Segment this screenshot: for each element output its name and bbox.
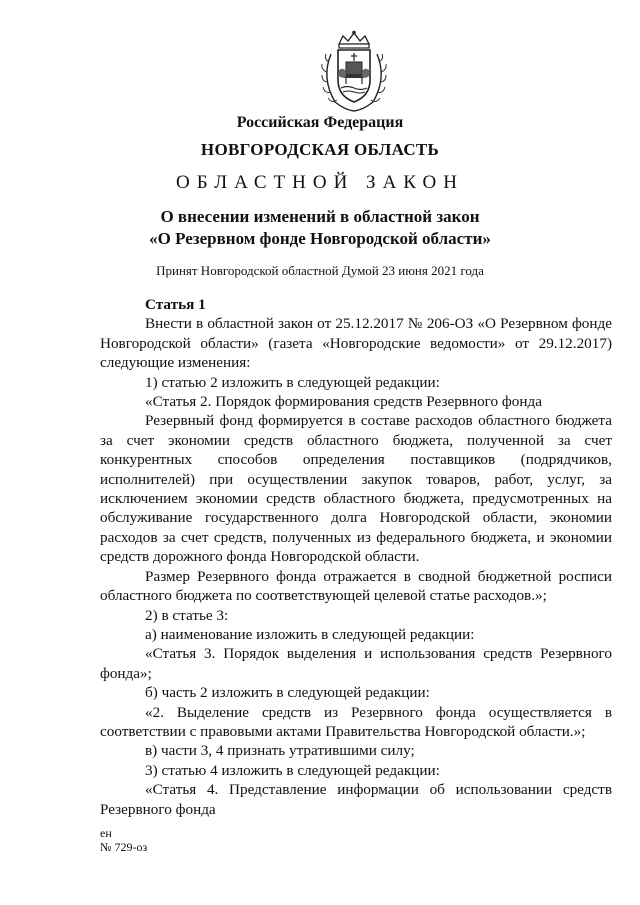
paragraph: 3) статью 4 изложить в следующей редакции: (145, 761, 440, 779)
law-title-line-2: «О Резервном фонде Новгородской области» (149, 229, 491, 248)
paragraph: Резервный фонд формируется в составе расходов областного бюджета за счет экономии средств областного бюджета, полученной за счет конкурентных способов определения поставщиков (подрядчиков, исполнителей) при осуществлении закупок товаров, работ, услуг, за исключением экономии средств областного бюджета, предусмотренных на обслуживание государственного долга Новгородской области, экономии расходов за счет средств, полученных из федерального бюджета, и экономии средств дорожного фонда Новгородской области. (100, 412, 612, 566)
article-title: Статья 1 (145, 296, 206, 313)
paragraph: в) части 3, 4 признать утратившими силу; (145, 742, 415, 760)
paragraph: а) наименование изложить в следующей редакции: (145, 625, 475, 643)
adoption-note: Принят Новгородской областной Думой 23 июня 2021 года (156, 263, 484, 278)
paragraph: 2) в статье 3: (145, 606, 229, 624)
region-name: НОВГОРОДСКАЯ ОБЛАСТЬ (200, 140, 440, 159)
paragraph: «2. Выделение средств из Резервного фонда осуществляется в соответствии с правовыми актами Правительства Новгородской области.»; (100, 703, 612, 740)
footer-initials: ен (100, 826, 112, 840)
novgorod-coat-of-arms-icon (317, 30, 391, 114)
paragraph: Внести в областной закон от 25.12.2017 № 206-ОЗ «О Резервном фонде Новгородской области» (газета «Новгородские ведомости» от 29.12.2017) следующие изменения: (100, 315, 612, 372)
paragraph: «Статья 3. Порядок выделения и использования средств Резервного фонда»; (100, 645, 612, 682)
law-body (100, 295, 612, 819)
paragraph: «Статья 2. Порядок формирования средств Резервного фонда (145, 393, 542, 411)
law-kind: ОБЛАСТНОЙ ЗАКОН (176, 172, 464, 193)
law-title-line-1: О внесении изменений в областной закон (160, 207, 480, 226)
document-number: № 729-оз (100, 840, 148, 854)
country-name: Российская Федерация (236, 114, 404, 131)
paragraph: «Статья 4. Представление информации об использовании средств Резервного фонда (100, 781, 612, 818)
paragraph: б) часть 2 изложить в следующей редакции: (145, 684, 430, 702)
paragraph: 1) статью 2 изложить в следующей редакции: (145, 373, 440, 391)
footer (100, 826, 147, 854)
paragraph: Размер Резервного фонда отражается в сводной бюджетной росписи областного бюджета по соответствующей целевой статье расходов.»; (100, 567, 612, 605)
